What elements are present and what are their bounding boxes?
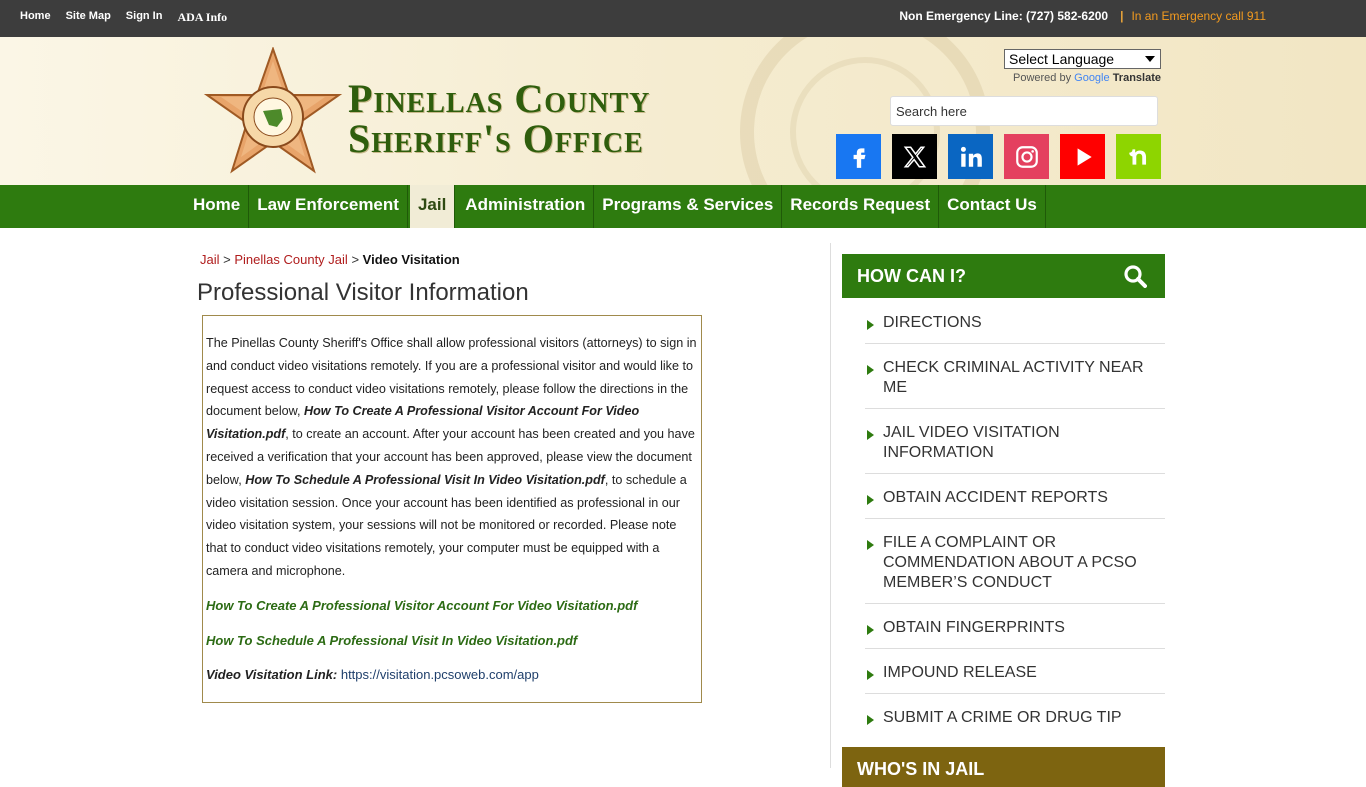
breadcrumb-jail[interactable]: Jail (200, 252, 220, 267)
top-link-site-map[interactable]: Site Map (65, 10, 111, 22)
x-button[interactable] (892, 134, 937, 179)
sidebar-item-accident-reports[interactable]: OBTAIN ACCIDENT REPORTS (865, 474, 1165, 519)
video-visitation-link-row (206, 664, 698, 687)
page-title: Professional Visitor Information (197, 279, 529, 306)
sidebar-item-criminal-activity[interactable]: CHECK CRIMINAL ACTIVITY NEAR ME (865, 344, 1165, 409)
sidebar-item-jail-video-visitation[interactable]: JAIL VIDEO VISITATION INFORMATION (865, 409, 1165, 474)
emergency-line: In an Emergency call 911 (1131, 9, 1266, 23)
whos-in-jail-header[interactable]: WHO'S IN JAIL (842, 747, 1165, 787)
paragraph-text-3: , to schedule a video visitation session. Once your account has been identified as professional in our video visitation system, your sessions will not be monitored or recorded. Please note that to conduct video visitations remotely, your computer must be equipped with a camera and microphone. (206, 472, 687, 578)
youtube-button[interactable] (1060, 134, 1105, 179)
breadcrumb (200, 252, 460, 267)
column-divider (830, 243, 831, 768)
search-input[interactable]: Search here (890, 96, 1158, 126)
content-box (202, 315, 702, 703)
contact-separator: | (1120, 9, 1124, 23)
powered-by-text: Powered by (1012, 72, 1072, 84)
video-visitation-url[interactable]: https://visitation.pcsoweb.com/app (340, 667, 539, 683)
schedule-visit-pdf-link[interactable]: How To Schedule A Professional Visit In Video Visitation.pdf (206, 632, 578, 648)
breadcrumb-pinellas-county-jail[interactable]: Pinellas County Jail (234, 252, 348, 267)
breadcrumb-current: Video Visitation (362, 252, 460, 267)
doc1-inline-reference: How To Create A Professional Visitor Account For Video Visitation.pdf (206, 404, 640, 442)
search-icon[interactable] (1123, 264, 1147, 288)
contact-info (899, 9, 1266, 23)
how-can-i-list (865, 299, 1165, 738)
create-account-pdf-link[interactable]: How To Create A Professional Visitor Account For Video Visitation.pdf (206, 597, 638, 613)
non-emergency-line: Non Emergency Line: (727) 582-6200 (899, 9, 1109, 23)
facebook-button[interactable] (836, 134, 881, 179)
video-visitation-label: Video Visitation Link: (206, 667, 338, 683)
nav-law-enforcement[interactable]: Law Enforcement (249, 185, 408, 228)
breadcrumb-separator: > (351, 252, 360, 267)
instagram-icon (1014, 144, 1040, 170)
nav-programs-services[interactable]: Programs & Services (594, 185, 782, 228)
instagram-button[interactable] (1004, 134, 1049, 179)
breadcrumb-separator: > (223, 252, 231, 267)
site-header (0, 37, 1366, 185)
sheriff-star-logo[interactable] (203, 47, 343, 177)
language-select[interactable]: Select Language (1004, 49, 1161, 69)
nextdoor-button[interactable] (1116, 134, 1161, 179)
main-nav (0, 185, 1366, 228)
nav-administration[interactable]: Administration (457, 185, 594, 228)
how-can-i-title: HOW CAN I? (857, 266, 966, 286)
powered-by-google-translate (1013, 72, 1161, 84)
sidebar-item-impound-release[interactable]: IMPOUND RELEASE (865, 649, 1165, 694)
sidebar-item-directions[interactable]: DIRECTIONS (865, 299, 1165, 344)
nextdoor-icon (1126, 144, 1152, 170)
top-link-home[interactable]: Home (20, 10, 51, 22)
nav-home[interactable]: Home (185, 185, 249, 228)
paragraph-text-1: The Pinellas County Sheriff's Office shall allow professional visitors (attorneys) to sign in and conduct video visitations remotely. If you are a professional visitor and would like to request access to conduct video visitations remotely, please follow the directions in the document below, (206, 336, 697, 419)
top-link-ada-info[interactable]: ADA Info (177, 10, 228, 24)
paragraph-text-2: , to create an account. After your account has been created and you have received a verification that your account has been approved, please view the document below, (206, 427, 695, 487)
facebook-icon (846, 144, 872, 170)
content-paragraph (206, 332, 698, 583)
linkedin-button[interactable] (948, 134, 993, 179)
youtube-icon (1070, 144, 1096, 170)
google-logo-text: Google (1074, 72, 1110, 84)
top-links (20, 10, 227, 25)
linkedin-icon (958, 144, 984, 170)
nav-contact-us[interactable]: Contact Us (939, 185, 1046, 228)
top-bar (0, 0, 1366, 37)
top-link-sign-in[interactable]: Sign In (125, 10, 163, 22)
translate-link[interactable]: Translate (1112, 72, 1161, 84)
site-title-line1: Pinellas County (348, 76, 651, 121)
how-can-i-header[interactable] (842, 254, 1165, 298)
site-title-line2: Sheriff's Office (348, 116, 644, 161)
x-icon (902, 144, 928, 170)
doc2-inline-reference: How To Schedule A Professional Visit In Video Visitation.pdf (245, 472, 605, 487)
nav-jail[interactable]: Jail (410, 185, 455, 228)
nav-records-request[interactable]: Records Request (782, 185, 939, 228)
sidebar-item-crime-tip[interactable]: SUBMIT A CRIME OR DRUG TIP (865, 694, 1165, 738)
sidebar-item-fingerprints[interactable]: OBTAIN FINGERPRINTS (865, 604, 1165, 649)
sidebar-item-file-complaint[interactable]: FILE A COMPLAINT OR COMMENDATION ABOUT A PCSO MEMBER’S CONDUCT (865, 519, 1165, 604)
